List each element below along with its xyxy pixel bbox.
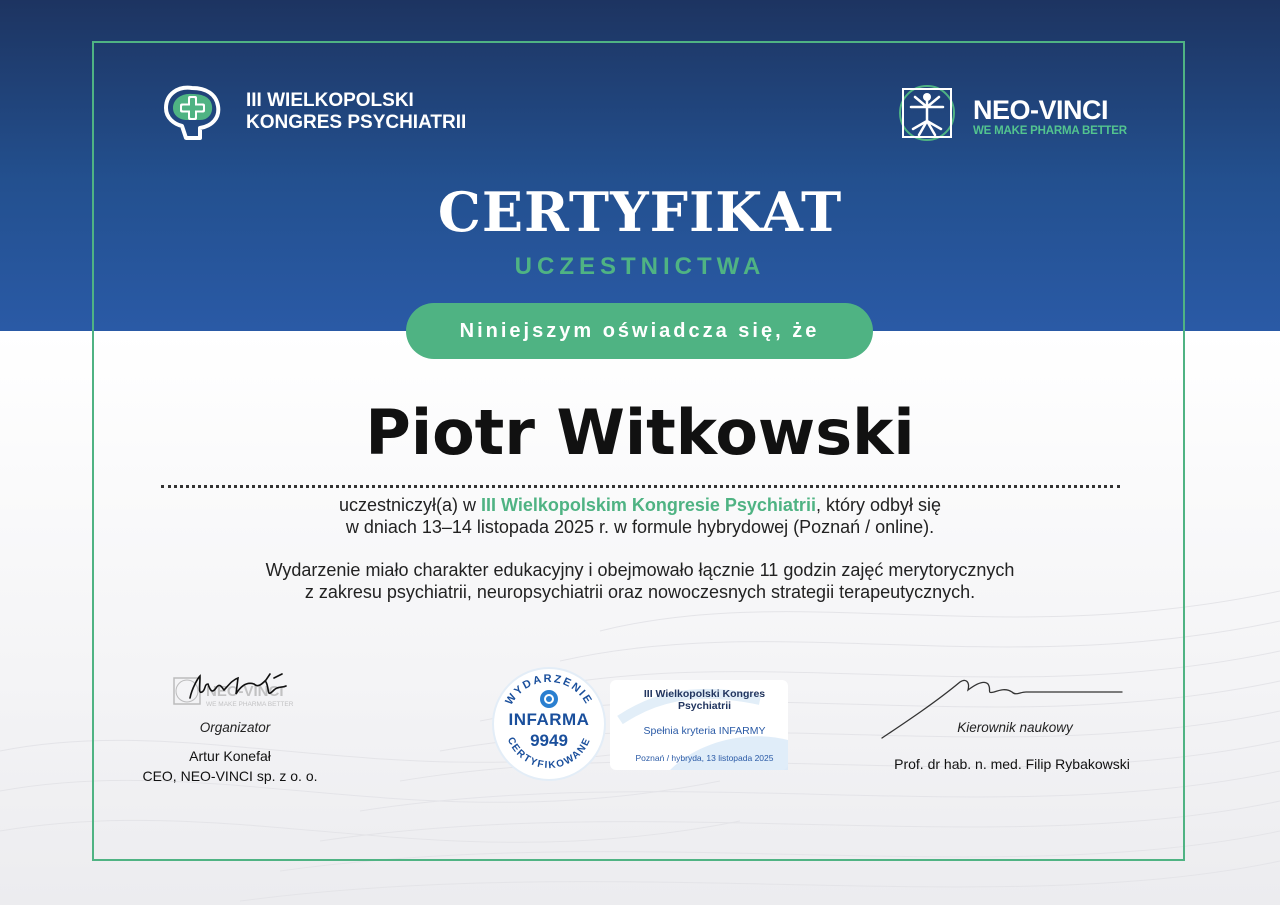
- description-line1: Wydarzenie miało charakter edukacyjny i obejmowało łącznie 11 godzin zajęć merytorycznych: [265, 560, 1015, 580]
- participation-text-before: uczestniczył(a) w: [338, 495, 481, 515]
- vitruvian-man-icon: [897, 83, 957, 143]
- sponsor-tagline: WE MAKE PHARMA BETTER: [973, 125, 1127, 137]
- organizer-name: Artur Konefał: [189, 748, 271, 764]
- certificate-title: CERTYFIKAT: [437, 180, 843, 244]
- participation-text-after: , który odbył się: [815, 495, 942, 515]
- organizer-position: CEO, NEO-VINCI sp. z o. o.: [142, 768, 318, 784]
- event-name: III Wielkopolskim Kongresie Psychiatrii: [481, 495, 816, 515]
- declaration-banner: Niniejszym oświadcza się, że: [406, 303, 873, 359]
- participation-line2: w dniach 13–14 listopada 2025 r. w formule hybrydowej (Poznań / online).: [345, 517, 935, 537]
- name-underline: [161, 485, 1120, 488]
- seal-event-title: [622, 688, 787, 712]
- seal-event-line1: III Wielkopolski Kongres: [643, 688, 766, 700]
- svg-text:NEO-VINCI: NEO-VINCI: [206, 683, 284, 700]
- seal-criteria: Spełnia kryteria INFARMY: [643, 725, 766, 737]
- seal-brand: INFARMA: [508, 710, 590, 729]
- infarma-seal-panel: [610, 680, 788, 770]
- sponsor-name: NEO-VINCI: [973, 95, 1109, 125]
- brain-cross-icon: [160, 82, 224, 144]
- description-line2: z zakresu psychiatrii, neuropsychiatrii oraz nowoczesnych strategii terapeutycznych.: [304, 582, 976, 602]
- seal-number: 9949: [530, 731, 568, 750]
- seal-event-line2: Psychiatrii: [677, 700, 732, 712]
- congress-logo-text: [246, 90, 466, 134]
- scientific-director-name: Prof. dr hab. n. med. Filip Rybakowski: [894, 756, 1130, 772]
- svg-text:WE MAKE PHARMA BETTER: WE MAKE PHARMA BETTER: [206, 701, 294, 708]
- participation-paragraph: [0, 494, 1280, 538]
- congress-line1: III WIELKOPOLSKI: [246, 90, 414, 111]
- organizer-details: [130, 746, 330, 786]
- seal-ring-top: WYDARZENIE: [503, 672, 595, 708]
- certificate-subtitle: UCZESTNICTWA: [514, 253, 766, 280]
- seal-place-date: Poznań / hybryda, 13 listopada 2025: [635, 753, 774, 763]
- participation-line1: [0, 494, 1280, 516]
- sponsor-logo-text: [973, 96, 1127, 138]
- participant-name: Piotr Witkowski: [365, 396, 915, 469]
- seal-ring-bottom: CERTYFIKOWANE: [504, 735, 594, 772]
- scientific-director-role: Kierownik naukowy: [957, 720, 1073, 735]
- description-paragraph: [0, 559, 1280, 603]
- organizer-role: Organizator: [199, 720, 271, 735]
- congress-line2: KONGRES PSYCHIATRII: [246, 112, 467, 133]
- organizer-signature: [170, 668, 300, 712]
